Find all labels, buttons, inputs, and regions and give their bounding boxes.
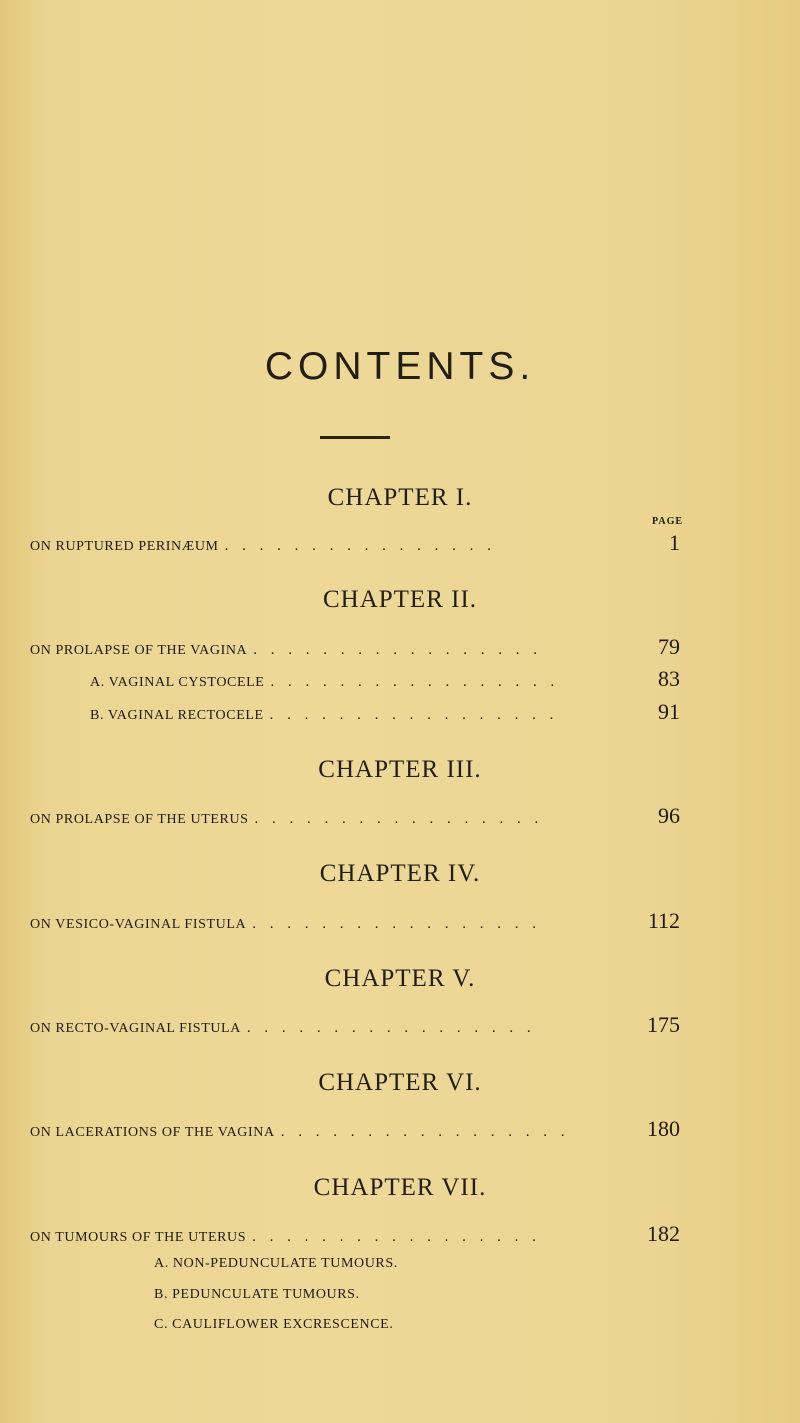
chapter-heading-6: CHAPTER VI. [318, 1069, 482, 1096]
toc-entry-lacerations-vagina[interactable] [30, 1116, 680, 1142]
leader-dots: . . . . . . . . . . . . . . . . . [252, 1229, 541, 1245]
toc-entry-vesico-vaginal-fistula[interactable] [30, 908, 680, 934]
chapter-heading-2: CHAPTER II. [322, 586, 478, 613]
entry-page-number: 112 [647, 908, 680, 933]
entry-label: ON VESICO-VAGINAL FISTULA [30, 917, 247, 932]
entry-page-number: 180 [647, 1116, 680, 1141]
toc-entry-prolapse-uterus[interactable] [30, 803, 680, 829]
title-divider [320, 436, 390, 439]
entry-label: ON LACERATIONS OF THE VAGINA [30, 1125, 275, 1140]
leader-dots: . . . . . . . . . . . . . . . . . [246, 1020, 536, 1036]
entry-page-number: 83 [658, 666, 680, 691]
chapter-heading-4: CHAPTER IV. [319, 860, 481, 887]
subitem-pedunculate: B. PEDUNCULATE TUMOURS. [154, 1287, 360, 1302]
toc-entry-tumours-uterus[interactable] [30, 1221, 680, 1247]
leader-dots: . . . . . . . . . . . . . . . . . [280, 1124, 570, 1140]
entry-page-number: 91 [658, 699, 680, 724]
entry-page-number: 182 [647, 1221, 680, 1246]
entry-label: ON PROLAPSE OF THE UTERUS [30, 812, 249, 827]
leader-dots: . . . . . . . . . . . . . . . . . [254, 811, 544, 827]
subitem-cauliflower: C. CAULIFLOWER EXCRESCENCE. [154, 1317, 394, 1332]
entry-label: ON RECTO-VAGINAL FISTULA [30, 1021, 241, 1036]
page-column-label: PAGE [652, 516, 684, 527]
entry-label: ON TUMOURS OF THE UTERUS [30, 1230, 247, 1245]
leader-dots: . . . . . . . . . . . . . . . . . [252, 916, 541, 932]
toc-entry-vaginal-cystocele[interactable] [90, 666, 680, 692]
toc-entry-prolapse-vagina[interactable] [30, 634, 680, 660]
leader-dots: . . . . . . . . . . . . . . . . . [253, 642, 543, 658]
leader-dots: . . . . . . . . . . . . . . . . . [269, 707, 559, 723]
entry-page-number: 96 [658, 803, 680, 828]
subitem-non-pedunculate: A. NON-PEDUNCULATE TUMOURS. [154, 1256, 398, 1271]
chapter-heading-1: CHAPTER I. [327, 484, 473, 511]
page-title: CONTENTS. [264, 345, 536, 388]
toc-entry-ruptured-perinaeum[interactable] [30, 530, 680, 556]
entry-label: ON RUPTURED PERINÆUM [30, 539, 219, 554]
toc-entry-vaginal-rectocele[interactable] [90, 699, 680, 725]
toc-entry-recto-vaginal-fistula[interactable] [30, 1012, 680, 1038]
chapter-heading-3: CHAPTER III. [318, 756, 482, 783]
entry-page-number: 1 [669, 530, 680, 555]
leader-dots: . . . . . . . . . . . . . . . . . [270, 674, 560, 690]
entry-label: ON PROLAPSE OF THE VAGINA [30, 643, 248, 658]
entry-label: B. VAGINAL RECTOCELE [90, 708, 264, 723]
chapter-heading-5: CHAPTER V. [324, 965, 476, 992]
chapter-heading-7: CHAPTER VII. [313, 1174, 487, 1201]
leader-dots: . . . . . . . . . . . . . . . . [224, 538, 496, 554]
entry-page-number: 79 [658, 634, 680, 659]
entry-label: A. VAGINAL CYSTOCELE [90, 675, 265, 690]
entry-page-number: 175 [647, 1012, 680, 1037]
